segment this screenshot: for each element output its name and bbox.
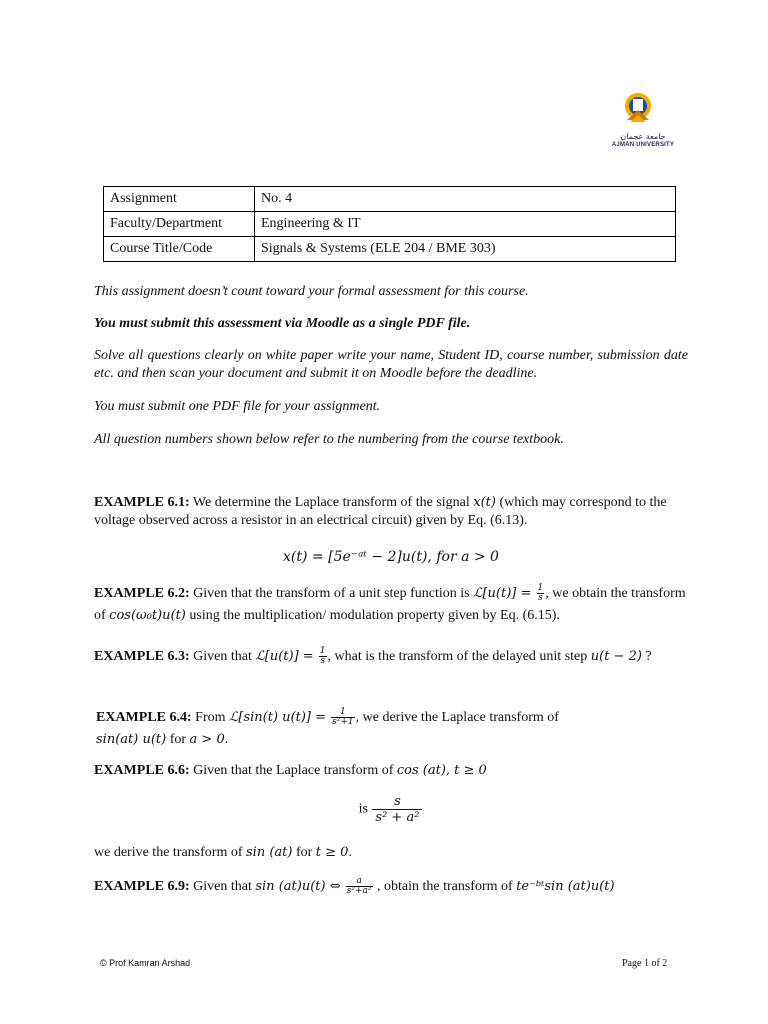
fraction-denominator: s²+1 [332,717,354,728]
instruction-solve-questions: Solve all questions clearly on white paper write your name, Student ID, course number, submission date etc. and then scan your document and submit it on Moodle before the deadline. [94,348,688,381]
logo-arabic-text: جامعة عجمان [620,132,666,141]
university-seal-icon [624,92,652,130]
assignment-info-table [103,186,676,262]
fraction-numerator: 1 [537,583,544,594]
example-text: Given that the Laplace transform of [189,763,397,778]
math-expression: cos(ω₀t)u(t) [109,608,186,623]
math-expression: sin(at) u(t) [96,732,167,747]
example-6-4 [96,707,636,751]
example-text: (which may correspond to the voltage observed across a resistor in an electrical circuit) given by Eq. (6.13). [94,495,667,528]
fraction [346,877,373,896]
table-cell-value: No. 4 [255,187,676,212]
table-cell-value: Signals & Systems (ELE 204 / BME 303) [255,237,676,262]
example-6-6-continuation [94,844,688,862]
math-expression: ℒ[u(t)] = [473,586,536,601]
example-label: EXAMPLE 6.4: [96,710,192,725]
instruction-formal-assessment: This assignment doesn’t count toward your formal assessment for this course. [94,284,529,299]
instruction-moodle-submission: You must submit this assessment via Moodle as a single PDF file. [94,316,471,331]
table-cell-key: Course Title/Code [104,237,255,262]
fraction-numerator: a [346,877,373,887]
example-label: EXAMPLE 6.3: [94,649,190,664]
example-text: We determine the Laplace transform of the signal [189,495,474,510]
ajman-university-logo [594,92,684,158]
example-text: Given that [189,649,256,664]
fraction [331,708,355,727]
fraction [319,647,327,666]
fraction-denominator: s [538,593,543,604]
footer-page-number: Page 1 of 2 [622,958,668,969]
example-label: EXAMPLE 6.1: [94,495,190,510]
example-label: EXAMPLE 6.2: [94,586,190,601]
example-6-9 [94,876,688,898]
fraction-numerator: s [372,794,422,810]
table-row [104,212,676,237]
example-text: is [358,801,372,817]
math-expression: te⁻ᵇᵗsin (at)u(t) [516,879,615,894]
example-text: , what is the transform of the delayed unit step [327,649,591,664]
example-6-1 [94,494,688,530]
example-text: . [348,845,352,860]
math-expression: ℒ[u(t)] = [255,649,318,664]
example-text: for [292,845,316,860]
example-label: EXAMPLE 6.6: [94,763,190,778]
math-expression: sin (at)u(t) ⇔ [255,879,345,894]
example-6-3 [94,646,688,668]
math-expression: cos (at), t ≥ 0 [396,763,487,778]
example-text: . [224,732,229,747]
math-expression: sin (at) [246,845,293,860]
fraction-denominator: s²+a² [346,886,372,897]
fraction [372,794,422,825]
fraction-numerator: 1 [331,708,355,718]
example-text: we derive the transform of [94,845,246,860]
math-expression: ℒ[sin(t) u(t)] = [229,710,331,725]
math-expression: u(t − 2) [590,649,642,664]
footer-copyright: © Prof Kamran Arshad [100,958,191,968]
equation-6-13: x(t) = [5e⁻ᵃᵗ − 2]u(t), for a > 0 [283,549,499,565]
math-expression: a > 0 [189,732,225,747]
math-expression: x(t) [473,495,496,510]
example-text: for [166,732,190,747]
example-text: , obtain the transform of [373,879,517,894]
math-expression: t ≥ 0 [315,845,349,860]
example-6-6-fraction-line [94,794,688,825]
example-text: , we derive the Laplace transform of [355,710,559,725]
example-text: Given that [189,879,256,894]
example-text: ? [641,649,652,664]
table-cell-key: Assignment [104,187,255,212]
example-text: using the multiplication/ modulation property given by Eq. (6.15). [185,608,560,623]
example-label: EXAMPLE 6.9: [94,879,190,894]
example-text: Given that the transform of a unit step function is [189,586,474,601]
fraction-numerator: 1 [319,646,326,657]
instruction-one-pdf: You must submit one PDF file for your assignment. [94,399,381,414]
example-6-2 [94,583,688,627]
example-6-6 [94,762,688,780]
example-text: , we obtain the transform of [94,586,686,623]
fraction-denominator: s [320,656,325,667]
table-row [104,237,676,262]
table-cell-key: Faculty/Department [104,212,255,237]
instruction-question-numbering: All question numbers shown below refer to the numbering from the course textbook. [94,432,564,447]
table-cell-value: Engineering & IT [255,212,676,237]
fraction [537,584,545,603]
example-text: From [191,710,230,725]
table-row [104,187,676,212]
fraction-denominator: s² + a² [375,810,420,825]
logo-english-text: AJMAN UNIVERSITY [611,142,675,148]
